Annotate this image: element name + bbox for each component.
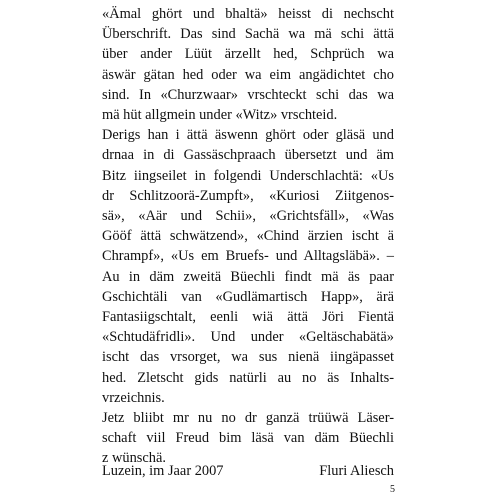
body-line: dr Schlitzoorä-Zumpft», «Kuriosi Ziitgenos- <box>102 187 394 204</box>
body-line: «Ämal ghört und bhaltä» heisst di nechscht <box>102 6 394 22</box>
body-line: sä», «Aär und Schii», «Grichtsfäll», «Was <box>102 208 394 225</box>
body-line: ischt das vrsorget, wa sus nienä iingäpasset <box>102 349 394 366</box>
body-line: Fantasiigschtalt, eenli wiä ättä Jöri Fientä <box>102 309 394 326</box>
body-line: über ander Lüüt ärzellt hed, Schprüch wa <box>102 46 394 63</box>
author-name: Fluri Aliesch <box>319 463 394 479</box>
body-line: Derigs han i ättä äswenn ghört oder gläsä und <box>102 127 394 144</box>
body-line: mä hüt allgmein under «Witz» vrschteid. <box>102 107 338 124</box>
body-line: Au in däm zweitä Büechli findt mä äs paar <box>102 268 394 285</box>
body-line: «Schtudäfridli». Und under «Geltäschabätä» <box>102 329 394 346</box>
body-line: Chrampf», «Us em Bruefs- und Alltagsläbä». – <box>102 248 394 265</box>
signature-row <box>102 461 394 481</box>
body-line: hed. Zletscht gids natürli au no äs Inhalts- <box>102 369 394 386</box>
body-line: Jetz bliibt mr nu no dr ganzä trüüwä Läser- <box>102 410 394 427</box>
body-line: Überschrift. Das sind Sachä wa mä schi ättä <box>102 26 394 43</box>
body-line: schaft viil Freud bim läsä van däm Büechli <box>102 430 394 447</box>
body-line: Bitz iingseilet in folgendi Underschlachtä: «Us <box>102 167 394 184</box>
body-line: sind. In «Churzwaar» vrschteckt schi das wa <box>102 86 394 103</box>
body-line: Gschichtäli van «Gudlämartisch Happ», ärä <box>102 288 394 305</box>
body-line: drnaa in di Gassäschpraach übersetzt und äm <box>102 147 394 164</box>
body-line: Gööf ättä schwätzend», «Chind ärzien ischt ä <box>102 228 394 245</box>
page-number: 5 <box>390 484 395 495</box>
body-line: vrzeichnis. <box>102 389 165 406</box>
body-text <box>102 4 394 469</box>
place-date: Luzein, im Jaar 2007 <box>102 463 224 479</box>
body-line: äswär gätan hed oder wa eim angädichtet cho <box>102 66 394 83</box>
body-line: z wünschä. <box>102 450 166 467</box>
